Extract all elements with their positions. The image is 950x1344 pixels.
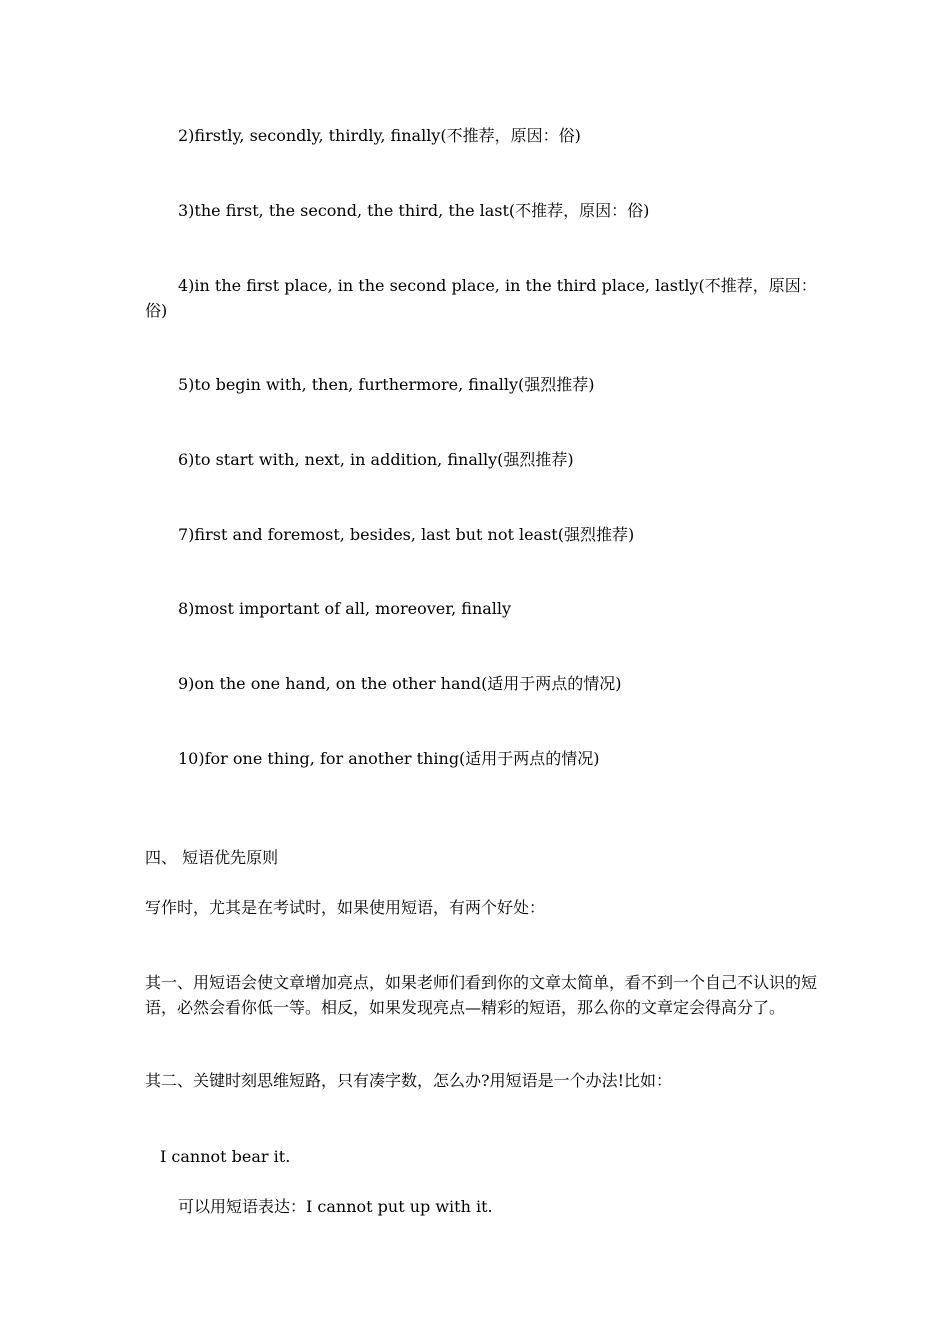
example-phrase: 可以用短语表达：I cannot put up with it. xyxy=(178,1197,493,1216)
list-item: 9)on the one hand, on the other hand(适用于两点的情况) xyxy=(178,674,622,693)
section-point-2: 其二、关键时刻思维短路，只有凑字数，怎么办?用短语是一个办法!比如： xyxy=(145,1071,673,1090)
section-intro: 写作时，尤其是在考试时，如果使用短语，有两个好处： xyxy=(145,898,546,917)
list-item: 7)first and foremost, besides, last but not least(强烈推荐) xyxy=(178,525,635,544)
list-item: 8)most important of all, moreover, finally xyxy=(178,599,512,618)
example-sentence: I cannot bear it. xyxy=(160,1147,291,1166)
list-item: 6)to start with, next, in addition, finally(强烈推荐) xyxy=(178,450,574,469)
list-item: 10)for one thing, for another thing(适用于两点的情况) xyxy=(178,749,600,768)
section-heading: 四、 短语优先原则 xyxy=(145,848,279,867)
list-item: 4)in the first place, in the second place, in the third place, lastly(不推荐，原因：俗) xyxy=(145,276,817,320)
section-point-1: 其一、用短语会使文章增加亮点，如果老师们看到你的文章太简单，看不到一个自己不认识的短语，必然会看你低一等。相反，如果发现亮点—精彩的短语，那么你的文章定会得高分了。 xyxy=(145,973,818,1017)
list-item: 3)the first, the second, the third, the last(不推荐，原因：俗) xyxy=(178,201,650,220)
list-item: 2)firstly, secondly, thirdly, finally(不推荐，原因：俗) xyxy=(178,126,581,145)
list-item: 5)to begin with, then, furthermore, finally(强烈推荐) xyxy=(178,375,595,394)
